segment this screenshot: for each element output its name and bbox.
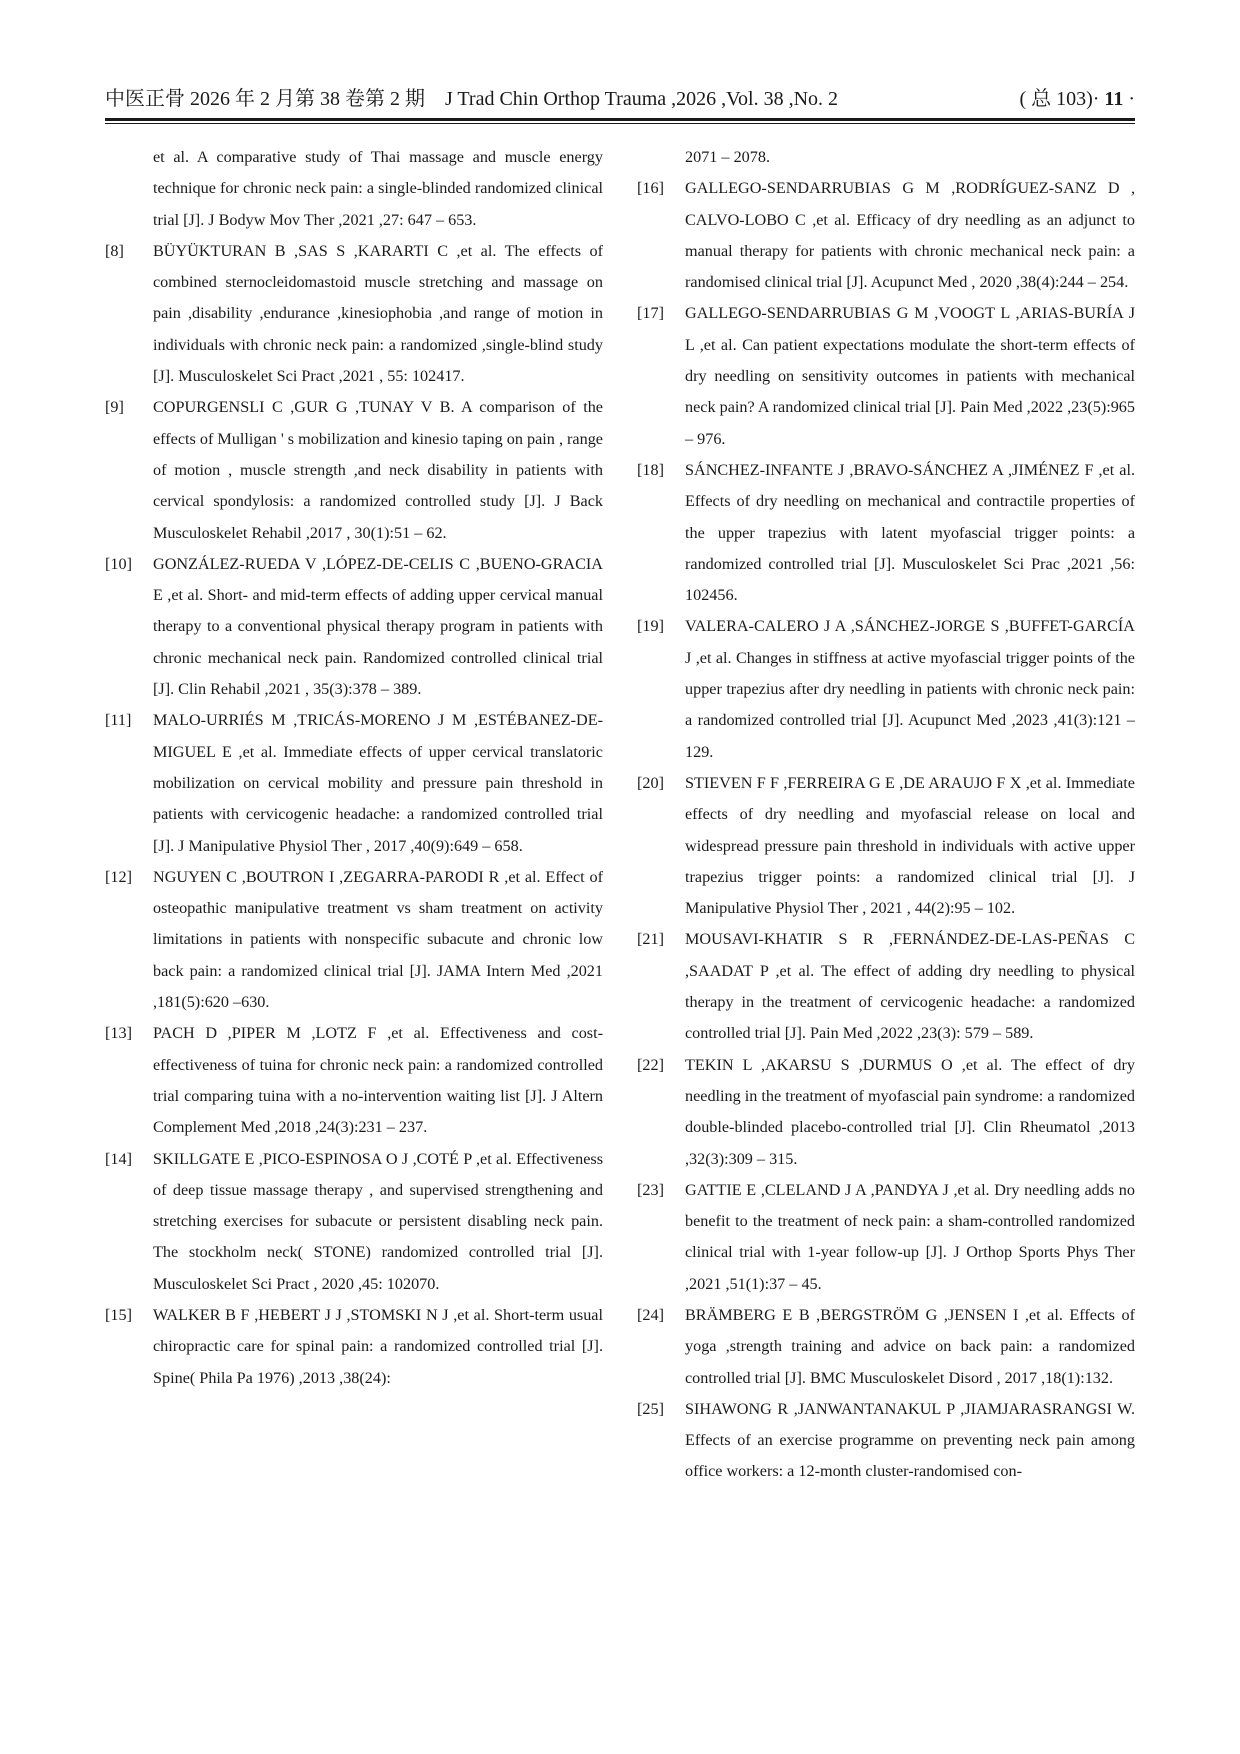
journal-citation-line: 中医正骨 2026 年 2 月第 38 卷第 2 期 J Trad Chin Orthop Trauma ,2026 ,Vol. 38 ,No. 2 — [105, 88, 839, 110]
reference-text: GALLEGO-SENDARRUBIAS G M ,VOOGT L ,ARIAS-BURÍA J L ,et al. Can patient expectations modulate the short-term effects of dry needling on sensitivity outcomes in patients with mechanical neck pain? A randomized clinical trial [J]. Pain Med ,2022 ,23(5):965 – 976. — [685, 304, 1135, 448]
reference-number: [20] — [637, 773, 664, 792]
reference-entry — [105, 549, 603, 705]
reference-entry — [637, 611, 1135, 767]
reference-entry — [105, 1018, 603, 1143]
reference-number: [23] — [637, 1180, 664, 1199]
reference-number: [10] — [105, 554, 132, 573]
reference-entry — [637, 924, 1135, 1049]
reference-entry — [105, 705, 603, 861]
reference-number: [9] — [105, 398, 124, 417]
reference-text: COPURGENSLI C ,GUR G ,TUNAY V B. A comparison of the effects of Mulligan ' s mobilization and kinesio taping on pain , range of motion , muscle strength ,and neck disability in patients with cervical spondylosis: a randomized controlled study [J]. J Back Musculoskelet Rehabil ,2017 , 30(1):51 – 62. — [153, 398, 603, 542]
reference-entry — [637, 142, 1135, 173]
reference-number: [15] — [105, 1305, 132, 1324]
reference-entry — [637, 1300, 1135, 1394]
reference-text: WALKER B F ,HEBERT J J ,STOMSKI N J ,et al. Short-term usual chiropractic care for spinal pain: a randomized controlled trial [J]. Spine( Phila Pa 1976) ,2013 ,38(24): — [153, 1305, 603, 1387]
page-number: 11 — [1104, 88, 1124, 110]
page-number-suffix: · — [1128, 88, 1135, 110]
reference-number: [24] — [637, 1305, 664, 1324]
reference-number: [12] — [105, 867, 132, 886]
reference-text: PACH D ,PIPER M ,LOTZ F ,et al. Effectiveness and cost-effectiveness of tuina for chronic neck pain: a randomized controlled trial comparing tuina with a no-intervention waiting list [J]. J Altern Complement Med ,2018 ,24(3):231 – 237. — [153, 1024, 603, 1137]
reference-entry — [637, 1394, 1135, 1488]
reference-number: [8] — [105, 241, 124, 260]
reference-entry — [105, 392, 603, 548]
reference-text: BRÄMBERG E B ,BERGSTRÖM G ,JENSEN I ,et al. Effects of yoga ,strength training and advice on back pain: a randomized controlled trial [J]. BMC Musculoskelet Disord , 2017 ,18(1):132. — [685, 1305, 1135, 1387]
reference-text: TEKIN L ,AKARSU S ,DURMUS O ,et al. The effect of dry needling in the treatment of myofascial pain syndrome: a randomized double-blinded placebo-controlled trial [J]. Clin Rheumatol ,2013 ,32(3):309 – 315. — [685, 1055, 1135, 1168]
reference-text: 2071 – 2078. — [685, 148, 770, 166]
reference-column-right — [637, 142, 1135, 1488]
reference-number: [14] — [105, 1149, 132, 1168]
reference-text: GALLEGO-SENDARRUBIAS G M ,RODRÍGUEZ-SANZ D , CALVO-LOBO C ,et al. Efficacy of dry needling as an adjunct to manual therapy for patients with chronic mechanical neck pain: a randomised clinical trial [J]. Acupunct Med , 2020 ,38(4):244 – 254. — [685, 179, 1135, 292]
reference-text: NGUYEN C ,BOUTRON I ,ZEGARRA-PARODI R ,et al. Effect of osteopathic manipulative treatment vs sham treatment on activity limitations in patients with nonspecific subacute and chronic low back pain: a randomized clinical trial [J]. JAMA Intern Med ,2021 ,181(5):620 –630. — [153, 867, 603, 1012]
reference-text: BÜYÜKTURAN B ,SAS S ,KARARTI C ,et al. The effects of combined sternocleidomastoid muscle stretching and massage on pain ,disability ,endurance ,kinesiophobia ,and range of motion in individuals with chronic neck pain: a randomized ,single-blind study [J]. Musculoskelet Sci Pract ,2021 , 55: 102417. — [153, 241, 603, 386]
reference-text: MALO-URRIÉS M ,TRICÁS-MORENO J M ,ESTÉBANEZ-DE-MIGUEL E ,et al. Immediate effects of upper cervical translatoric mobilization on cervical mobility and pressure pain threshold in patients with cervicogenic headache: a randomized controlled trial [J]. J Manipulative Physiol Ther , 2017 ,40(9):649 – 658. — [153, 711, 603, 855]
running-header — [105, 82, 1135, 116]
reference-text: SIHAWONG R ,JANWANTANAKUL P ,JIAMJARASRANGSI W. Effects of an exercise programme on preventing neck pain among office workers: a 12-month cluster-randomised con- — [685, 1399, 1135, 1481]
page-number-block — [1019, 82, 1135, 116]
reference-entry — [105, 236, 603, 392]
reference-number: [22] — [637, 1055, 664, 1074]
reference-number: [25] — [637, 1399, 664, 1418]
reference-text: STIEVEN F F ,FERREIRA G E ,DE ARAUJO F X ,et al. Immediate effects of dry needling and myofascial release on local and widespread pressure pain threshold in individuals with active upper trapezius trigger points: a randomized clinical trial [J]. J Manipulative Physiol Ther , 2021 , 44(2):95 – 102. — [685, 773, 1135, 918]
reference-entry — [637, 298, 1135, 454]
reference-entry — [637, 1175, 1135, 1300]
reference-number: [13] — [105, 1024, 132, 1043]
reference-number: [18] — [637, 460, 664, 479]
reference-column-left — [105, 142, 603, 1394]
reference-text: GATTIE E ,CLELAND J A ,PANDYA J ,et al. Dry needling adds no benefit to the treatment of neck pain: a sham-controlled randomized clinical trial with 1-year follow-up [J]. J Orthop Sports Phys Ther ,2021 ,51(1):37 – 45. — [685, 1180, 1135, 1293]
reference-text: VALERA-CALERO J A ,SÁNCHEZ-JORGE S ,BUFFET-GARCÍA J ,et al. Changes in stiffness at active myofascial trigger points of the upper trapezius after dry needling in patients with chronic neck pain: a randomized controlled trial [J]. Acupunct Med ,2023 ,41(3):121 – 129. — [685, 617, 1135, 761]
reference-entry — [637, 173, 1135, 298]
reference-entry — [105, 862, 603, 1018]
reference-entry — [637, 768, 1135, 924]
reference-text: SÁNCHEZ-INFANTE J ,BRAVO-SÁNCHEZ A ,JIMÉNEZ F ,et al. Effects of dry needling on mechanical and contractile properties of the upper trapezius with latent myofascial trigger points: a randomized controlled trial [J]. Musculoskelet Sci Prac ,2021 ,56: 102456. — [685, 460, 1135, 605]
reference-entry — [105, 1144, 603, 1300]
reference-entry — [637, 455, 1135, 611]
reference-number: [17] — [637, 304, 664, 323]
reference-text: SKILLGATE E ,PICO-ESPINOSA O J ,COTÉ P ,et al. Effectiveness of deep tissue massage therapy , and supervised strengthening and stretching exercises for subacute or persistent disabling neck pain. The stockholm neck( STONE) randomized controlled trial [J]. Musculoskelet Sci Pract , 2020 ,45: 102070. — [153, 1149, 603, 1293]
reference-text: et al. A comparative study of Thai massage and muscle energy technique for chronic neck pain: a single-blinded randomized clinical trial [J]. J Bodyw Mov Ther ,2021 ,27: 647 – 653. — [153, 148, 603, 229]
reference-number: [19] — [637, 617, 664, 636]
reference-entry — [105, 142, 603, 236]
reference-text: GONZÁLEZ-RUEDA V ,LÓPEZ-DE-CELIS C ,BUENO-GRACIA E ,et al. Short- and mid-term effects of adding upper cervical manual therapy to a conventional physical therapy program in patients with chronic mechanical neck pain. Randomized controlled clinical trial [J]. Clin Rehabil ,2021 , 35(3):378 – 389. — [153, 554, 603, 699]
reference-number: [21] — [637, 930, 664, 949]
reference-entry — [105, 1300, 603, 1394]
header-rule-thin — [105, 123, 1135, 124]
reference-number: [16] — [637, 179, 664, 198]
reference-entry — [637, 1050, 1135, 1175]
reference-number: [11] — [105, 711, 132, 730]
total-page-label: ( 总 103)· — [1019, 88, 1100, 110]
header-rule-thick — [105, 118, 1135, 121]
reference-text: MOUSAVI-KHATIR S R ,FERNÁNDEZ-DE-LAS-PEÑAS C ,SAADAT P ,et al. The effect of adding dry needling to physical therapy in the treatment of cervicogenic headache: a randomized controlled trial [J]. Pain Med ,2022 ,23(3): 579 – 589. — [685, 930, 1135, 1043]
